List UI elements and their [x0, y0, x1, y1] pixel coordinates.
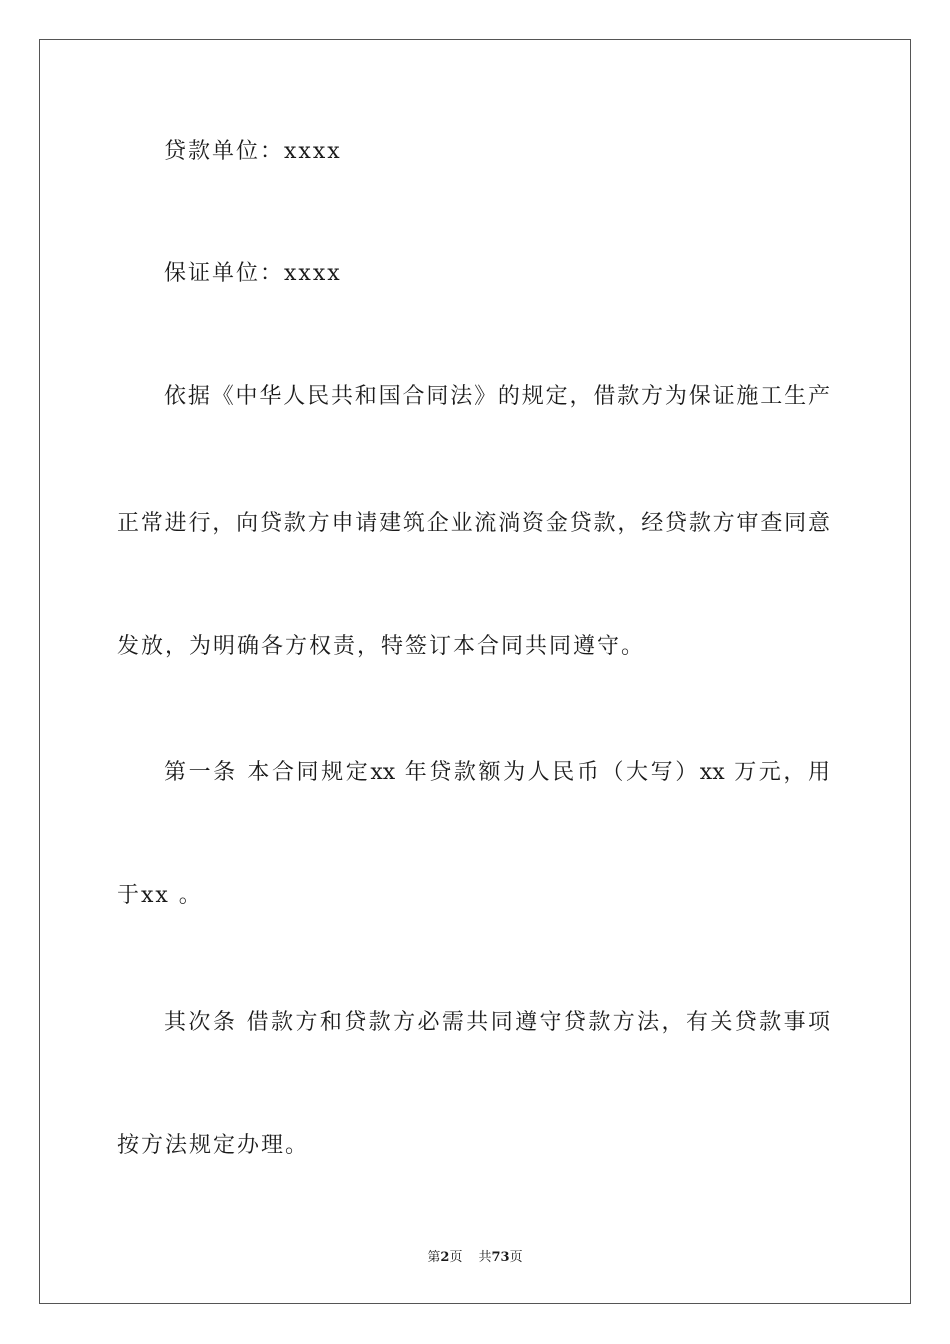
article-2-line: 按方法规定办理。	[117, 1133, 310, 1158]
page-suffix: 页	[449, 1250, 463, 1265]
page-footer	[0, 1246, 950, 1265]
paragraph-line: 依据《中华人民共和国合同法》的规定，借款方为保证施工生产	[164, 384, 830, 409]
lender-line: 贷款单位：xxxx	[164, 139, 342, 164]
page-number: 2	[440, 1250, 450, 1265]
article-1-line: 第一条 本合同规定xx 年贷款额为人民币（大写）xx 万元，用	[164, 760, 830, 785]
total-pages: 73	[491, 1250, 510, 1265]
paragraph-line: 正常进行，向贷款方申请建筑企业流淌资金贷款，经贷款方审查同意	[117, 511, 830, 536]
page-border	[39, 39, 911, 1304]
guarantor-line: 保证单位：xxxx	[164, 261, 342, 286]
total-suffix: 页	[509, 1250, 523, 1265]
total-prefix: 共	[478, 1250, 492, 1265]
paragraph-line: 发放，为明确各方权责，特签订本合同共同遵守。	[117, 634, 646, 659]
article-1-line: 于xx 。	[117, 883, 203, 908]
article-2-line: 其次条 借款方和贷款方必需共同遵守贷款方法，有关贷款事项	[164, 1010, 830, 1035]
page-prefix: 第	[427, 1250, 441, 1265]
